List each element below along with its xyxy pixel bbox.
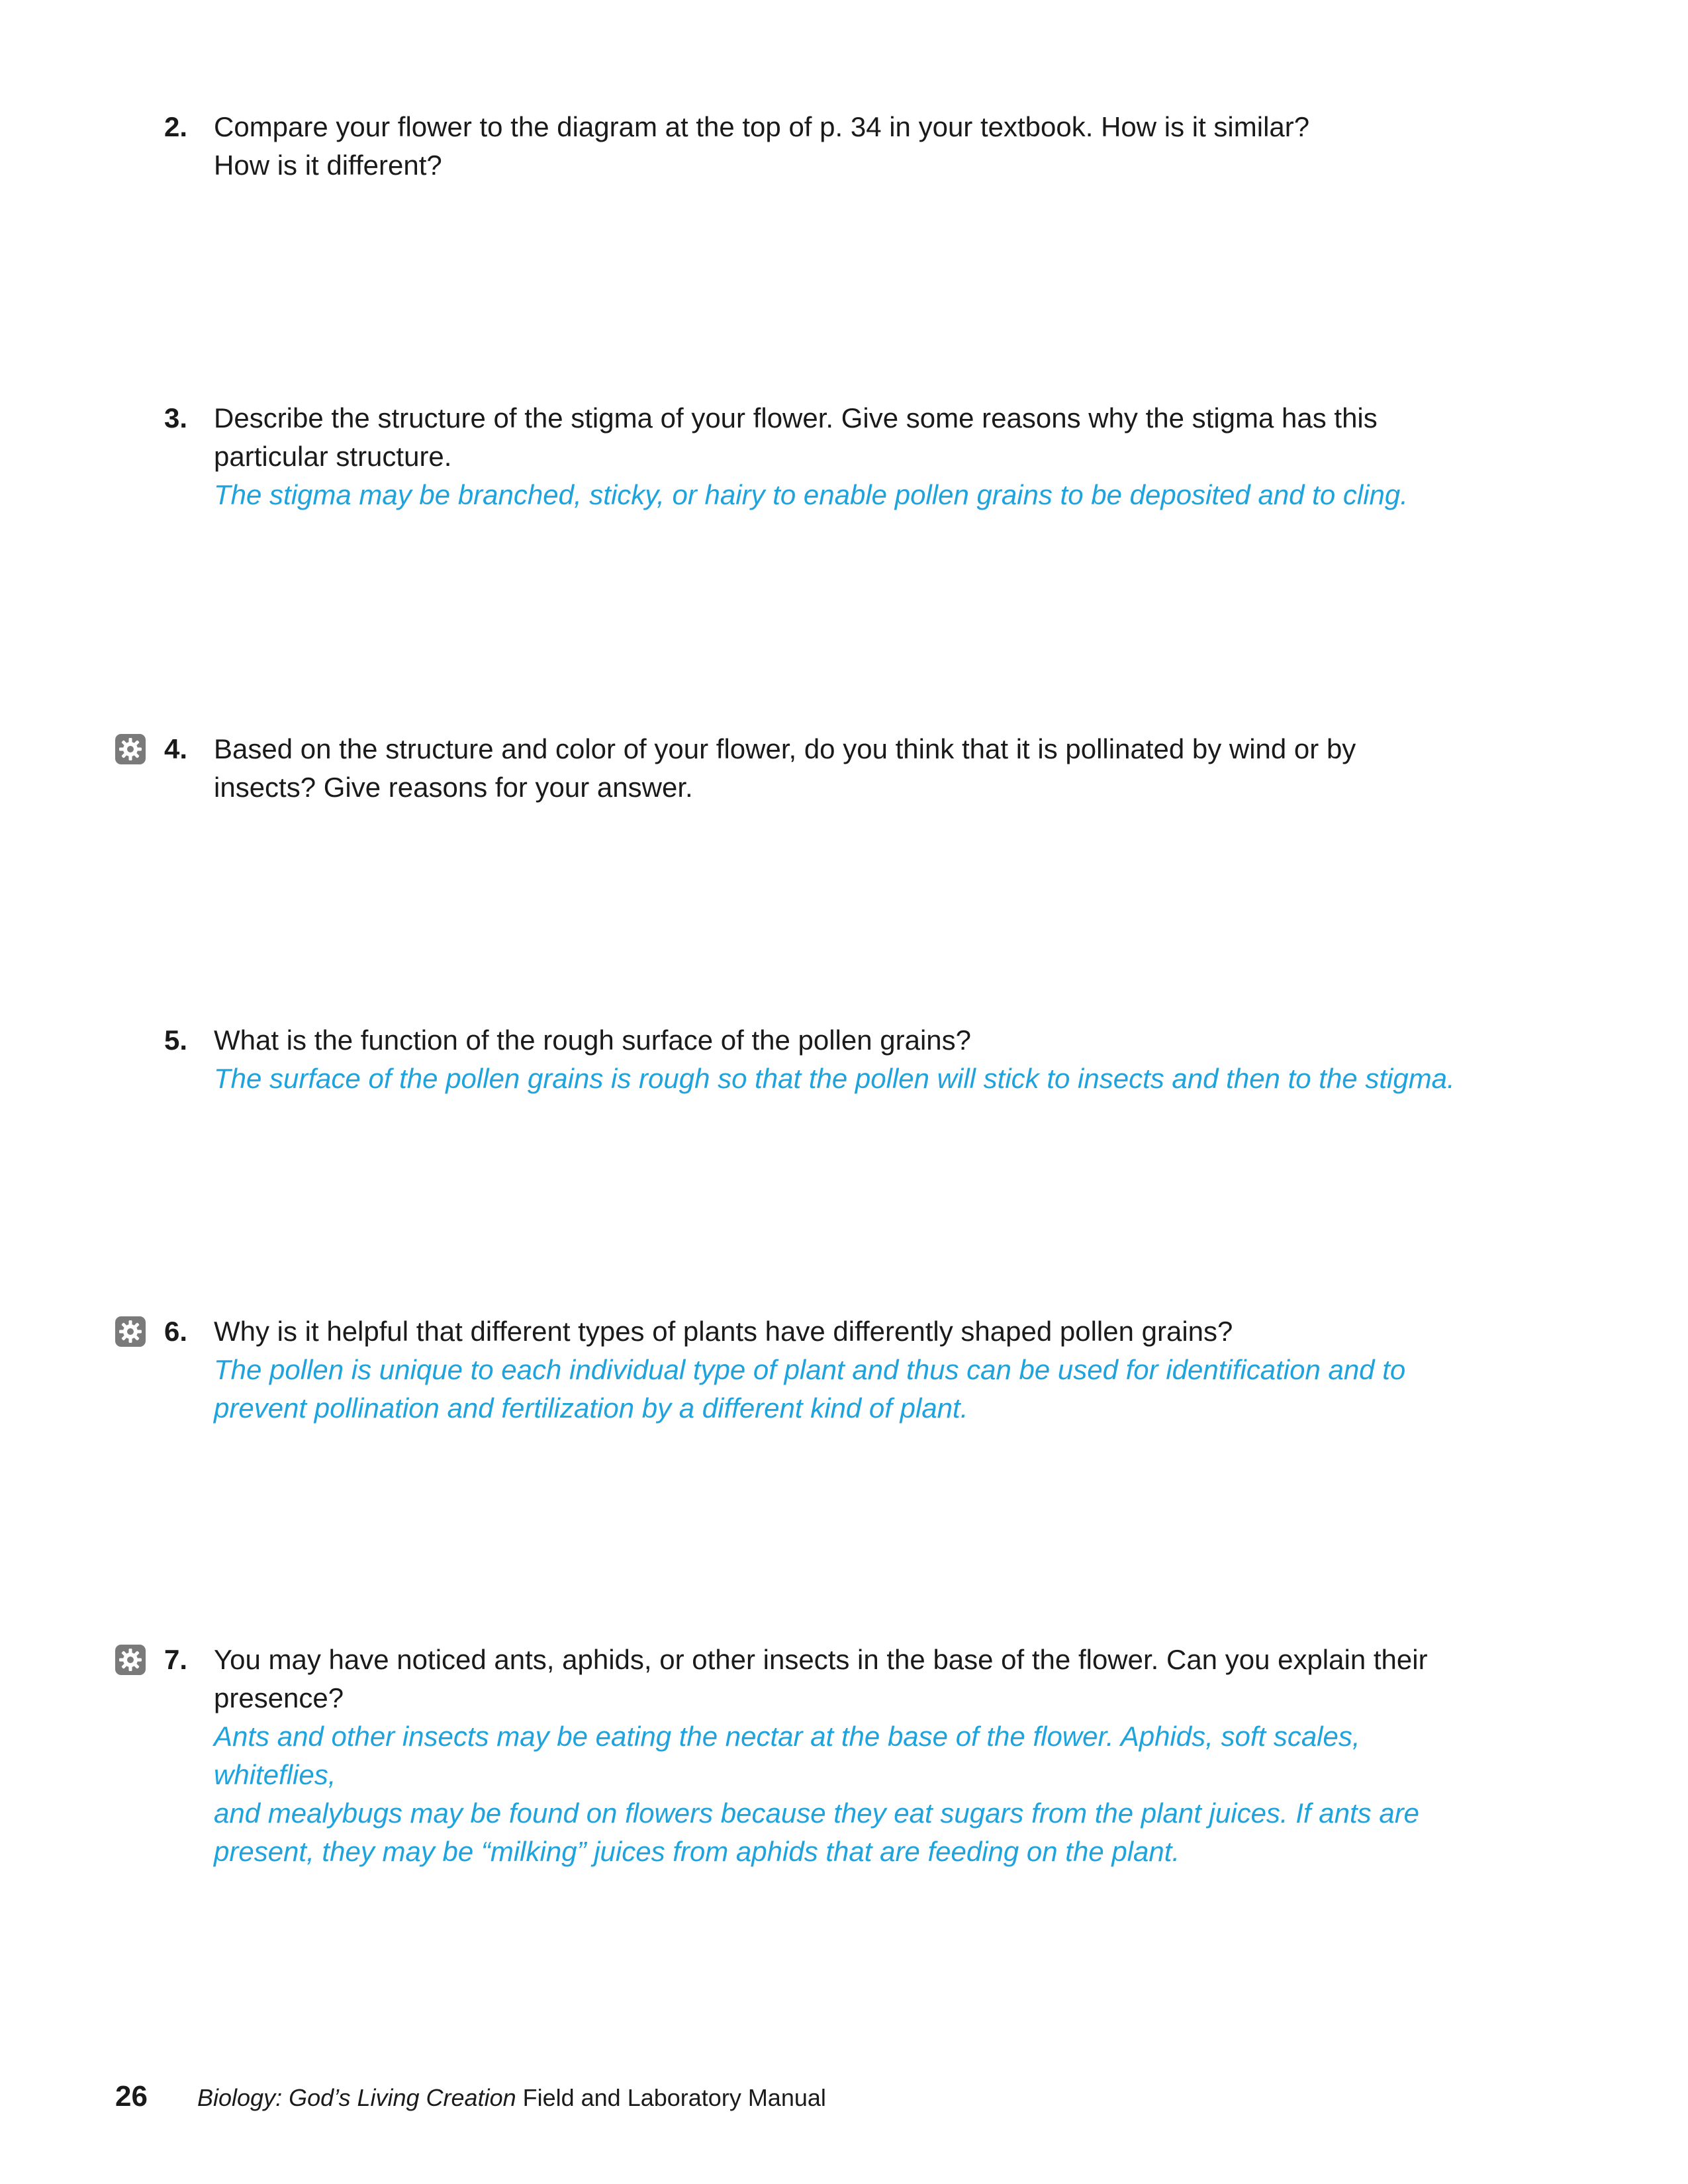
book-title: Biology: God’s Living Creation [197,2084,516,2111]
running-title [197,2079,826,2116]
question-number: 6. [164,1316,188,1347]
page-footer [115,2077,1439,2116]
book-subtitle: Field and Laboratory Manual [516,2084,826,2111]
question-body [214,399,1472,514]
question-text: What is the function of the rough surface of the pollen grains? [214,1024,972,1056]
question-body [214,1021,1472,1098]
question-number: 3. [164,402,188,433]
answer-text: Ants and other insects may be eating the nectar at the base of the flower. Aphids, soft scales, whiteflies, and mealybugs may be found on flowers because they eat sugars from the plant juices. If ants are present, they may be “milking” juices from aphids that are feeding on the plant. [214,1721,1420,1867]
gear-icon [115,1316,146,1347]
question-number: 5. [164,1024,188,1056]
answer-text: The surface of the pollen grains is rough so that the pollen will stick to insects and then to the stigma. [214,1063,1455,1094]
question-body [214,108,1472,185]
question-text: You may have noticed ants, aphids, or other insects in the base of the flower. Can you explain their presence? [214,1644,1428,1713]
question-body [214,730,1472,807]
question-text: Compare your flower to the diagram at the top of p. 34 in your textbook. How is it similar? How is it different? [214,111,1310,181]
question-text: Why is it helpful that different types of plants have differently shaped pollen grains? [214,1316,1233,1347]
question-text: Describe the structure of the stigma of your flower. Give some reasons why the stigma has this particular structure. [214,402,1378,472]
question-number: 7. [164,1644,188,1675]
page-number: 26 [115,2080,148,2113]
question-text: Based on the structure and color of your flower, do you think that it is pollinated by wind or by insects? Give reasons for your answer. [214,733,1356,803]
question-body [214,1641,1472,1871]
question-body [214,1312,1472,1428]
gear-icon [115,1645,146,1675]
question-number: 4. [164,733,188,764]
question-number: 2. [164,111,188,142]
answer-text: The pollen is unique to each individual type of plant and thus can be used for identification and to prevent pollination and fertilization by a different kind of plant. [214,1354,1406,1424]
answer-text: The stigma may be branched, sticky, or hairy to enable pollen grains to be deposited and to cling. [214,479,1408,510]
gear-icon [115,734,146,764]
